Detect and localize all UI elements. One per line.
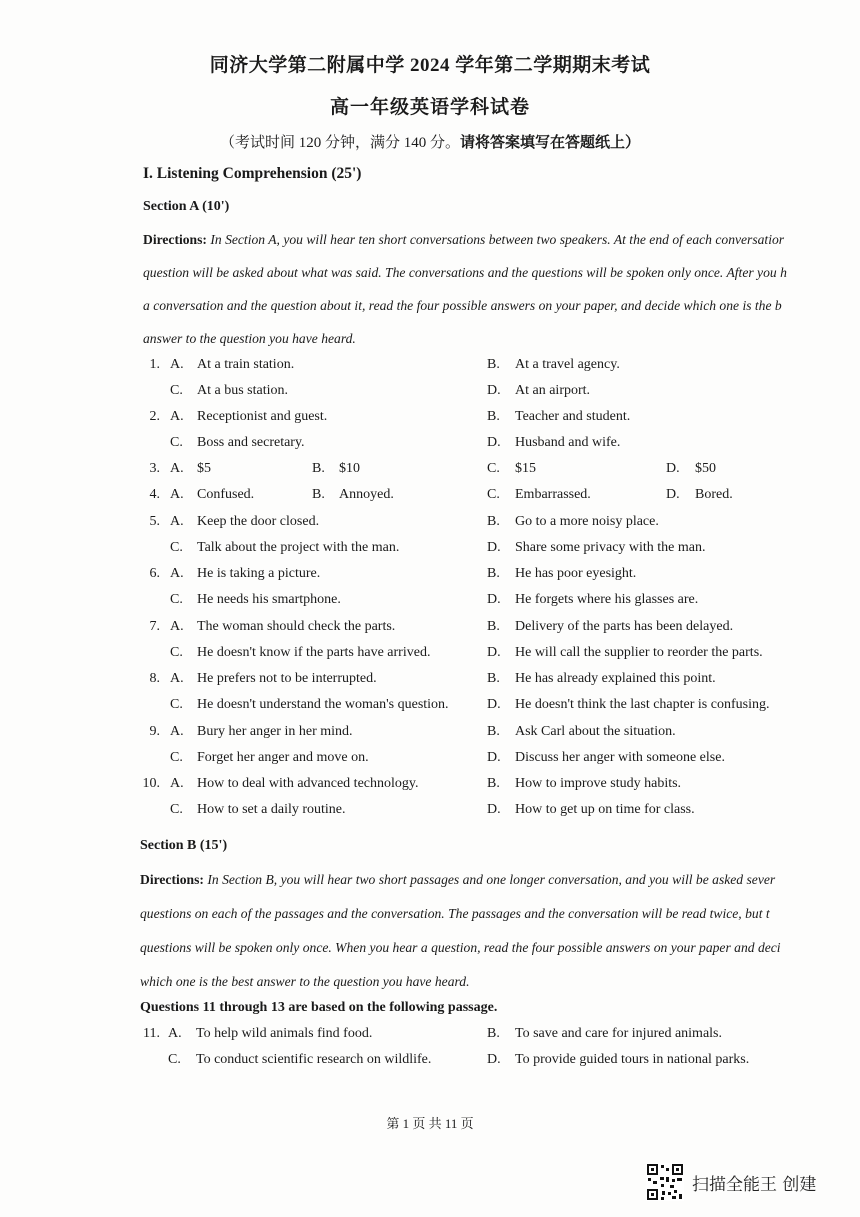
- option-d: Bored.: [695, 487, 733, 502]
- option-label: A.: [170, 724, 184, 739]
- passage-note: Questions 11 through 13 are based on the following passage.: [140, 1000, 498, 1015]
- question-number: 2.: [149, 409, 160, 424]
- option-d: At an airport.: [515, 383, 591, 398]
- question-number: 8.: [149, 671, 160, 686]
- option-label: B.: [487, 1026, 500, 1041]
- option-label: C.: [487, 461, 500, 476]
- option-label: D.: [487, 645, 501, 660]
- option-c: How to set a daily routine.: [197, 802, 346, 817]
- option-label: B.: [487, 357, 500, 372]
- option-c: Forget her anger and move on.: [197, 750, 369, 765]
- option-c: He needs his smartphone.: [197, 592, 341, 607]
- section-a-heading: Section A (10'): [143, 199, 230, 214]
- question-number: 11.: [143, 1026, 160, 1041]
- option-label: A.: [170, 671, 184, 686]
- option-a: To help wild animals find food.: [196, 1026, 373, 1041]
- option-label: D.: [487, 435, 501, 450]
- option-a: Bury her anger in her mind.: [197, 724, 353, 739]
- option-label: B.: [487, 409, 500, 424]
- question-number: 4.: [149, 487, 160, 502]
- option-b: He has already explained this point.: [515, 671, 716, 686]
- option-c: To conduct scientific research on wildlife.: [196, 1052, 432, 1067]
- option-a: Receptionist and guest.: [197, 409, 328, 424]
- option-label: B.: [487, 776, 500, 791]
- option-b: Ask Carl about the situation.: [515, 724, 676, 739]
- option-c: Talk about the project with the man.: [197, 540, 400, 555]
- option-b: Teacher and student.: [515, 409, 631, 424]
- option-label: C.: [487, 487, 500, 502]
- option-b: To save and care for injured animals.: [515, 1026, 722, 1041]
- option-label: A.: [170, 461, 184, 476]
- option-label: A.: [170, 566, 184, 581]
- option-label: C.: [170, 750, 183, 765]
- option-c: Embarrassed.: [515, 487, 591, 502]
- option-label: D.: [487, 1052, 501, 1067]
- option-b: Annoyed.: [339, 487, 394, 502]
- option-a: Confused.: [197, 487, 255, 502]
- section-b-directions-line: which one is the best answer to the question you have heard.: [140, 974, 470, 989]
- option-label: B.: [487, 514, 500, 529]
- option-d: $50: [695, 461, 716, 476]
- option-label: D.: [666, 461, 680, 476]
- option-label: A.: [170, 514, 184, 529]
- option-label: D.: [487, 383, 501, 398]
- option-label: C.: [170, 540, 183, 555]
- section-a-directions-line: answer to the question you have heard.: [143, 331, 356, 346]
- option-c: He doesn't know if the parts have arrived.: [197, 645, 431, 660]
- option-d: To provide guided tours in national parks.: [515, 1052, 750, 1067]
- option-d: He doesn't think the last chapter is confusing.: [515, 697, 770, 712]
- section-b-directions-line: questions on each of the passages and the conversation. The passages and the conversation will be read twice, but t: [140, 906, 770, 921]
- option-label: A.: [168, 1026, 182, 1041]
- option-label: A.: [170, 776, 184, 791]
- section-b-heading: Section B (15'): [140, 838, 228, 853]
- option-label: D.: [666, 487, 680, 502]
- option-a: $5: [197, 461, 211, 476]
- option-label: B.: [312, 487, 325, 502]
- option-label: C.: [170, 697, 183, 712]
- exam-subtitle: 高一年级英语学科试卷: [329, 97, 530, 118]
- option-label: A.: [170, 487, 184, 502]
- section-a-directions-line: question will be asked about what was said. The conversations and the questions will be spoken only once. After you h: [143, 265, 787, 280]
- option-label: D.: [487, 802, 501, 817]
- question-number: 7.: [149, 619, 160, 634]
- question-number: 9.: [149, 724, 160, 739]
- option-label: B.: [487, 724, 500, 739]
- option-a: At a train station.: [197, 357, 295, 372]
- option-label: C.: [170, 802, 183, 817]
- option-a: The woman should check the parts.: [197, 619, 396, 634]
- option-d: Husband and wife.: [515, 435, 621, 450]
- scanner-watermark-text: 扫描全能王 创建: [692, 1175, 817, 1195]
- option-d: Share some privacy with the man.: [515, 540, 706, 555]
- option-a: He prefers not to be interrupted.: [197, 671, 377, 686]
- option-label: B.: [312, 461, 325, 476]
- section-b-directions-line: Directions: In Section B, you will hear two short passages and one longer conversation, and you will be asked sever: [140, 872, 776, 887]
- option-label: B.: [487, 619, 500, 634]
- part-heading: I. Listening Comprehension (25'): [143, 165, 362, 182]
- option-c: Boss and secretary.: [197, 435, 305, 450]
- question-number: 3.: [149, 461, 160, 476]
- question-number: 1.: [149, 357, 160, 372]
- page-number: 第 1 页 共 11 页: [386, 1116, 474, 1131]
- option-label: D.: [487, 750, 501, 765]
- exam-instructions: （考试时间 120 分钟，满分 140 分。请将答案填写在答题纸上）: [219, 135, 641, 151]
- option-label: B.: [487, 671, 500, 686]
- option-label: D.: [487, 592, 501, 607]
- option-label: B.: [487, 566, 500, 581]
- option-label: A.: [170, 409, 184, 424]
- section-b-directions-line: questions will be spoken only once. When you hear a question, read the four possible answers on your paper and deci: [140, 940, 781, 955]
- qr-code-icon: [646, 1163, 684, 1201]
- option-label: C.: [170, 435, 183, 450]
- option-c: At a bus station.: [197, 383, 288, 398]
- option-b: Delivery of the parts has been delayed.: [515, 619, 734, 634]
- option-b: Go to a more noisy place.: [515, 514, 659, 529]
- option-a: Keep the door closed.: [197, 514, 320, 529]
- option-d: He will call the supplier to reorder the parts.: [515, 645, 763, 660]
- option-label: D.: [487, 697, 501, 712]
- option-label: D.: [487, 540, 501, 555]
- option-label: C.: [170, 645, 183, 660]
- option-label: C.: [170, 592, 183, 607]
- option-d: Discuss her anger with someone else.: [515, 750, 725, 765]
- option-a: How to deal with advanced technology.: [197, 776, 419, 791]
- option-label: A.: [170, 357, 184, 372]
- section-a-directions-line: Directions: In Section A, you will hear ten short conversations between two speakers. At the end of each conversatior: [143, 232, 785, 247]
- option-label: C.: [168, 1052, 181, 1067]
- option-b: $10: [339, 461, 360, 476]
- option-a: He is taking a picture.: [197, 566, 321, 581]
- question-number: 5.: [149, 514, 160, 529]
- section-a-directions-line: a conversation and the question about it, read the four possible answers on your paper, and decide which one is the b: [143, 298, 782, 313]
- option-c: He doesn't understand the woman's question.: [197, 697, 449, 712]
- option-b: At a travel agency.: [515, 357, 620, 372]
- option-b: He has poor eyesight.: [515, 566, 637, 581]
- question-number: 10.: [142, 776, 160, 791]
- option-label: A.: [170, 619, 184, 634]
- option-d: He forgets where his glasses are.: [515, 592, 699, 607]
- exam-title: 同济大学第二附属中学 2024 学年第二学期期末考试: [209, 55, 651, 76]
- option-label: C.: [170, 383, 183, 398]
- option-d: How to get up on time for class.: [515, 802, 695, 817]
- option-c: $15: [515, 461, 536, 476]
- question-number: 6.: [149, 566, 160, 581]
- option-b: How to improve study habits.: [515, 776, 682, 791]
